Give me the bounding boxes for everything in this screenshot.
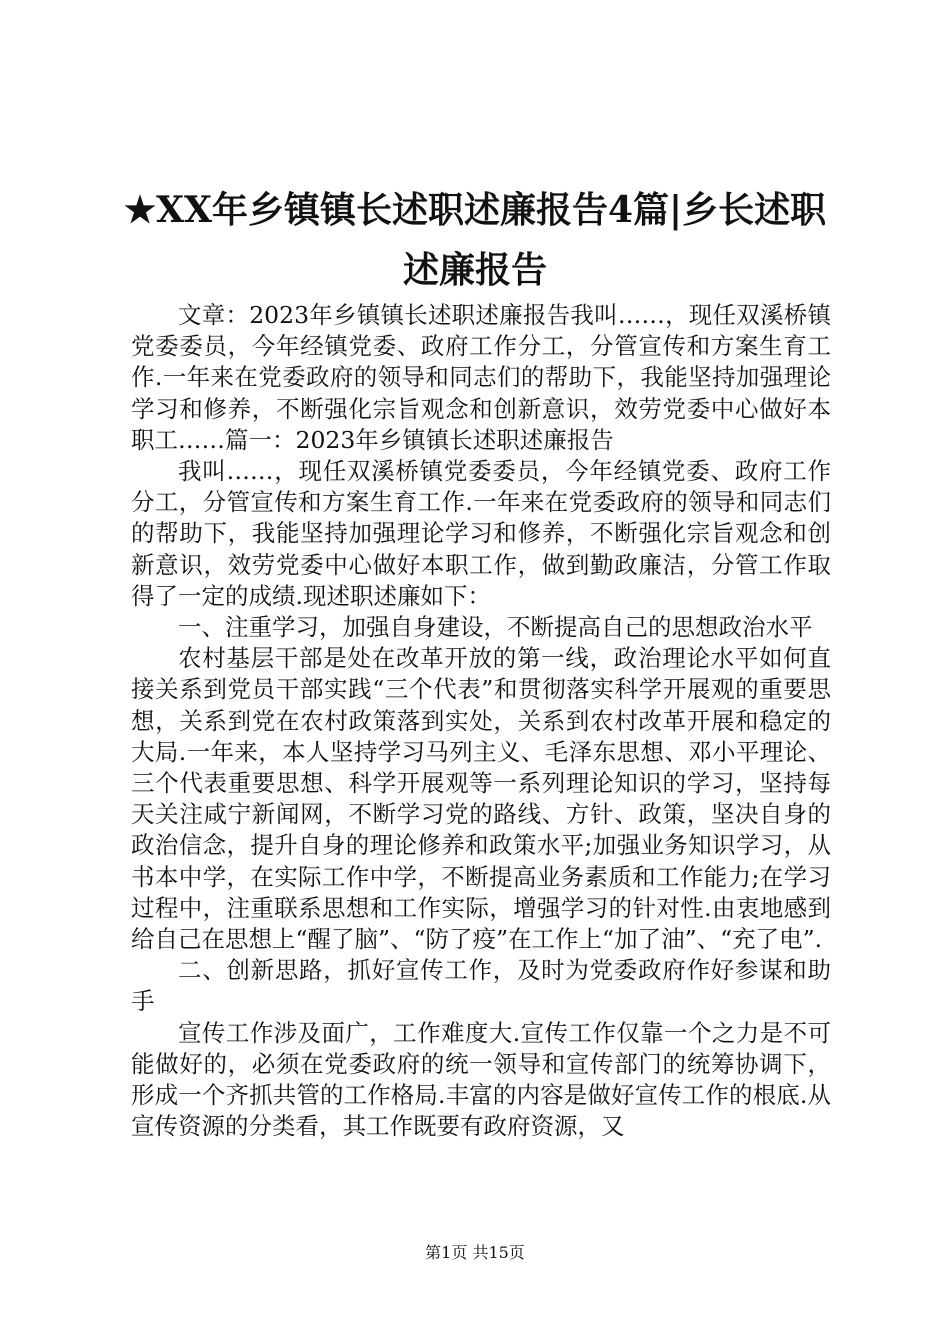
section-heading-1: 一、注重学习，加强自身建设，不断提高自己的思想政治水平	[178, 613, 813, 642]
page-title: ★XX年乡镇镇长述职述廉报告4篇|乡长述职述廉报告	[123, 189, 827, 291]
section-heading-2: 二、创新思路，抓好宣传工作，及时为党委政府作好参谋和助手	[131, 956, 831, 1016]
document-body	[131, 300, 831, 1142]
paragraph-section-2: 宣传工作涉及面广，工作难度大.宣传工作仅靠一个之力是不可能做好的，必须在党委政府的统一领导和宣传部门的统筹协调下，形成一个齐抓共管的工作格局.丰富的内容是做好宣传工作的根底.从宣传资源的分类看，其工作既要有政府资源，又	[131, 1018, 831, 1141]
paragraph-section-1: 农村基层干部是处在改革开放的第一线，政治理论水平如何直接关系到党员干部实践“三个代表”和贯彻落实科学开展观的重要思想，关系到党在农村政策落到实处，关系到农村改革开展和稳定的大局.一年来，本人坚持学习马列主义、毛泽东思想、邓小平理论、三个代表重要思想、科学开展观等一系列理论知识的学习，坚持每天关注咸宁新闻网，不断学习党的路线、方针、政策，坚决自身的政治信念，提升自身的理论修养和政策水平;加强业务知识学习，从书本中学，在实际工作中学，不断提高业务素质和工作能力;在学习过程中，注重联系思想和工作实际，增强学习的针对性.由衷地感到给自己在思想上“醒了脑”、“防了疫”在工作上“加了油”、“充了电”.	[131, 644, 831, 954]
page-number-footer: 第1页 共15页	[425, 1243, 525, 1262]
paragraph-intro: 我叫……，现任双溪桥镇党委委员，今年经镇党委、政府工作分工，分管宣传和方案生育工作.一年来在党委政府的领导和同志们的帮助下，我能坚持加强理论学习和修养，不断强化宗旨观念和创新意识，效劳党委中心做好本职工作，做到勤政廉洁，分管工作取得了一定的成绩.现述职述廉如下：	[131, 457, 831, 610]
paragraph-summary: 文章：2023年乡镇镇长述职述廉报告我叫……，现任双溪桥镇党委委员，今年经镇党委、政府工作分工，分管宣传和方案生育工作.一年来在党委政府的领导和同志们的帮助下，我能坚持加强理论学习和修养，不断强化宗旨观念和创新意识，效劳党委中心做好本职工……篇一：2023年乡镇镇长述职述廉报告	[131, 301, 831, 454]
